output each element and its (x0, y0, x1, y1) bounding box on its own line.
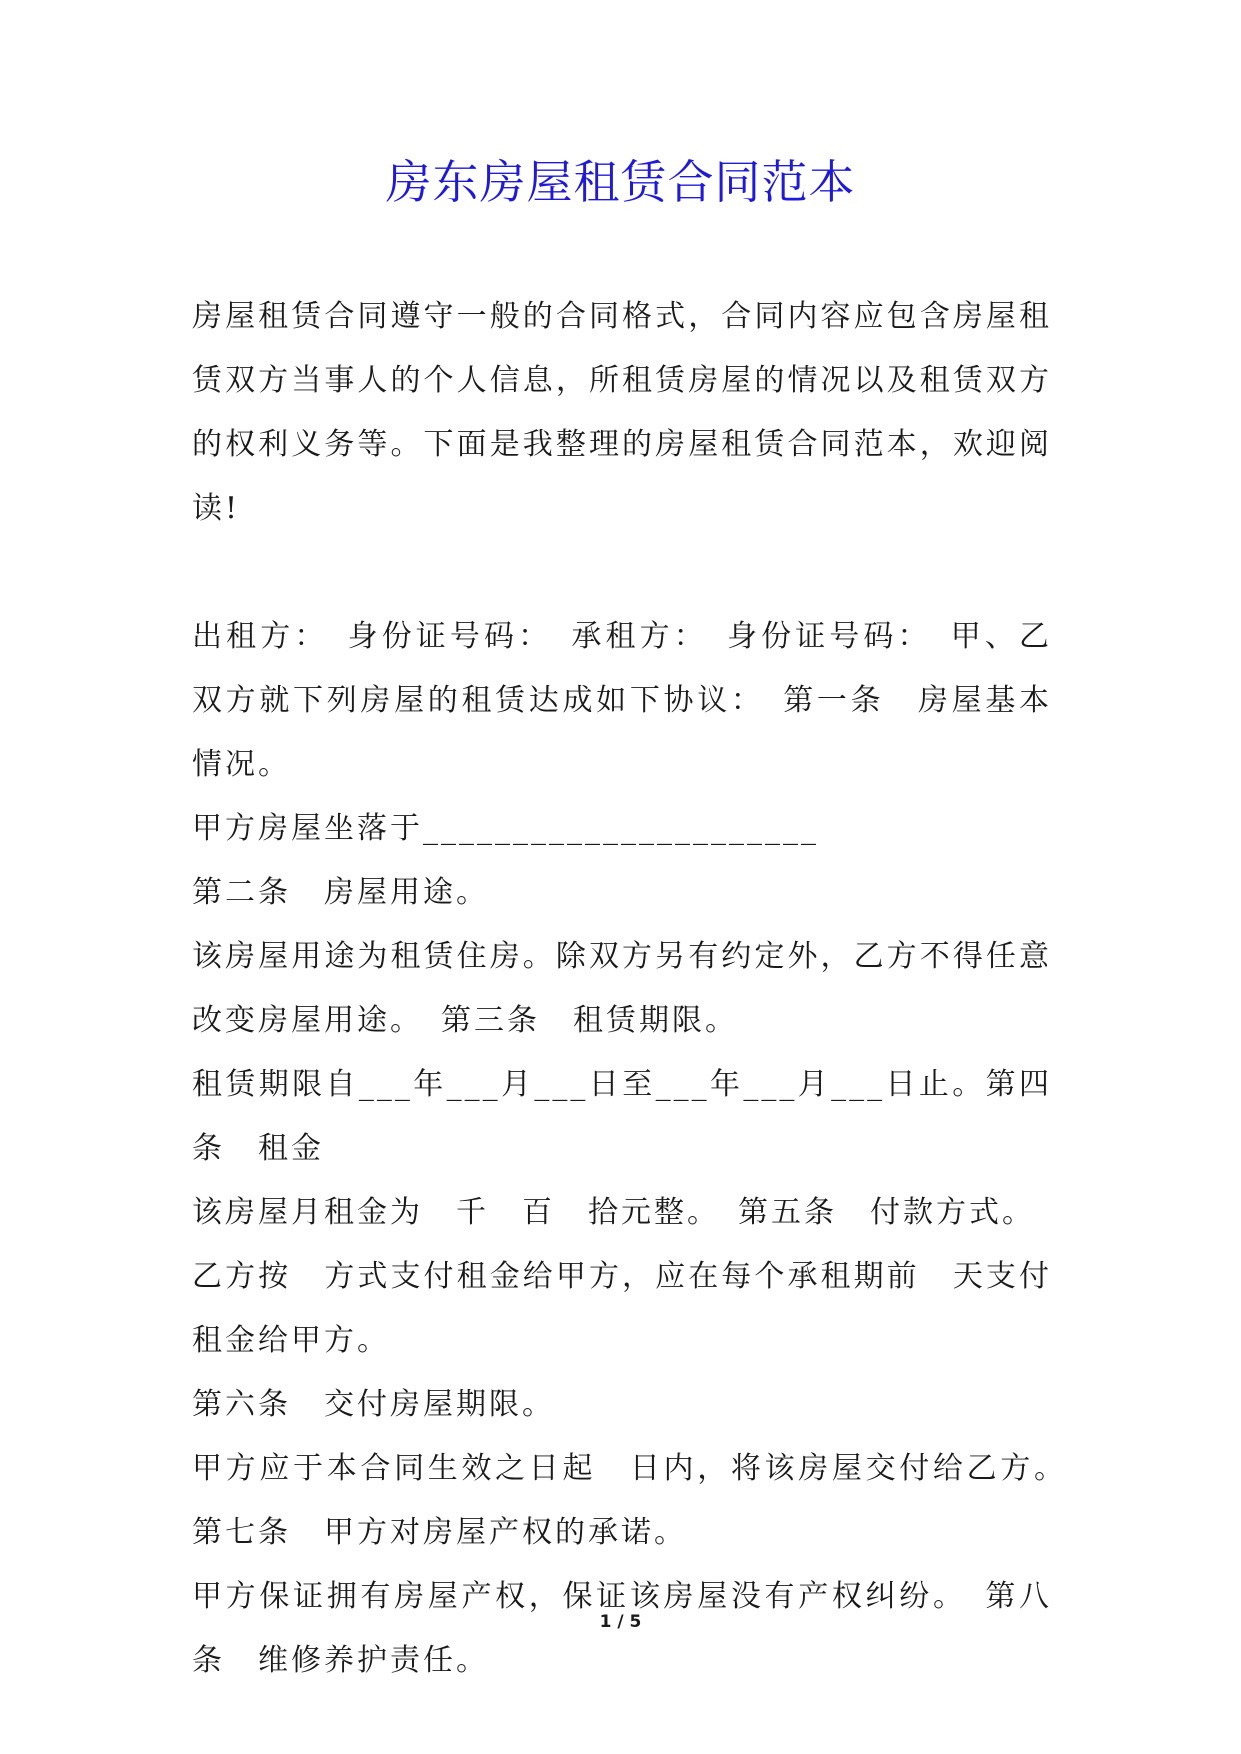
contract-parties-paragraph: 出租方： 身份证号码： 承租方： 身份证号码： 甲、乙双方就下列房屋的租赁达成如下协议： 第一条 房屋基本情况。 (192, 619, 1052, 782)
delivery-paragraph: 甲方应于本合同生效之日起 日内，将该房屋交付给乙方。 第七条 甲方对房屋产权的承诺。 (192, 1451, 1085, 1550)
article-six-heading: 第六条 交付房屋期限。 (192, 1387, 555, 1422)
page-number: 1 / 5 (599, 1612, 642, 1632)
payment-method-paragraph: 乙方按 方式支付租金给甲方，应在每个承租期前 天支付租金给甲方。 (192, 1259, 1052, 1358)
property-use-paragraph: 该房屋用途为租赁住房。除双方另有约定外，乙方不得任意改变房屋用途。 第三条 租赁期限。 (192, 939, 1052, 1038)
rent-amount-paragraph: 该房屋月租金为 千 百 拾元整。 第五条 付款方式。 (192, 1195, 1035, 1230)
document-body (192, 285, 1085, 1693)
document-title: 房东房屋租赁合同范本 (385, 155, 856, 209)
ownership-paragraph: 甲方保证拥有房屋产权，保证该房屋没有产权纠纷。 第八条 维修养护责任。 (192, 1579, 1052, 1678)
lease-term-paragraph: 租赁期限自___年___月___日至___年___月___日止。第四条 租金 (192, 1067, 1052, 1166)
intro-paragraph: 房屋租赁合同遵守一般的合同格式，合同内容应包含房屋租赁双方当事人的个人信息，所租赁房屋的情况以及租赁双方的权利义务等。下面是我整理的房屋租赁合同范本，欢迎阅读! (192, 299, 1052, 526)
paragraph-spacer (192, 541, 1052, 605)
property-location-paragraph: 甲方房屋坐落于______________________ (192, 811, 819, 846)
article-two-heading: 第二条 房屋用途。 (192, 875, 489, 910)
